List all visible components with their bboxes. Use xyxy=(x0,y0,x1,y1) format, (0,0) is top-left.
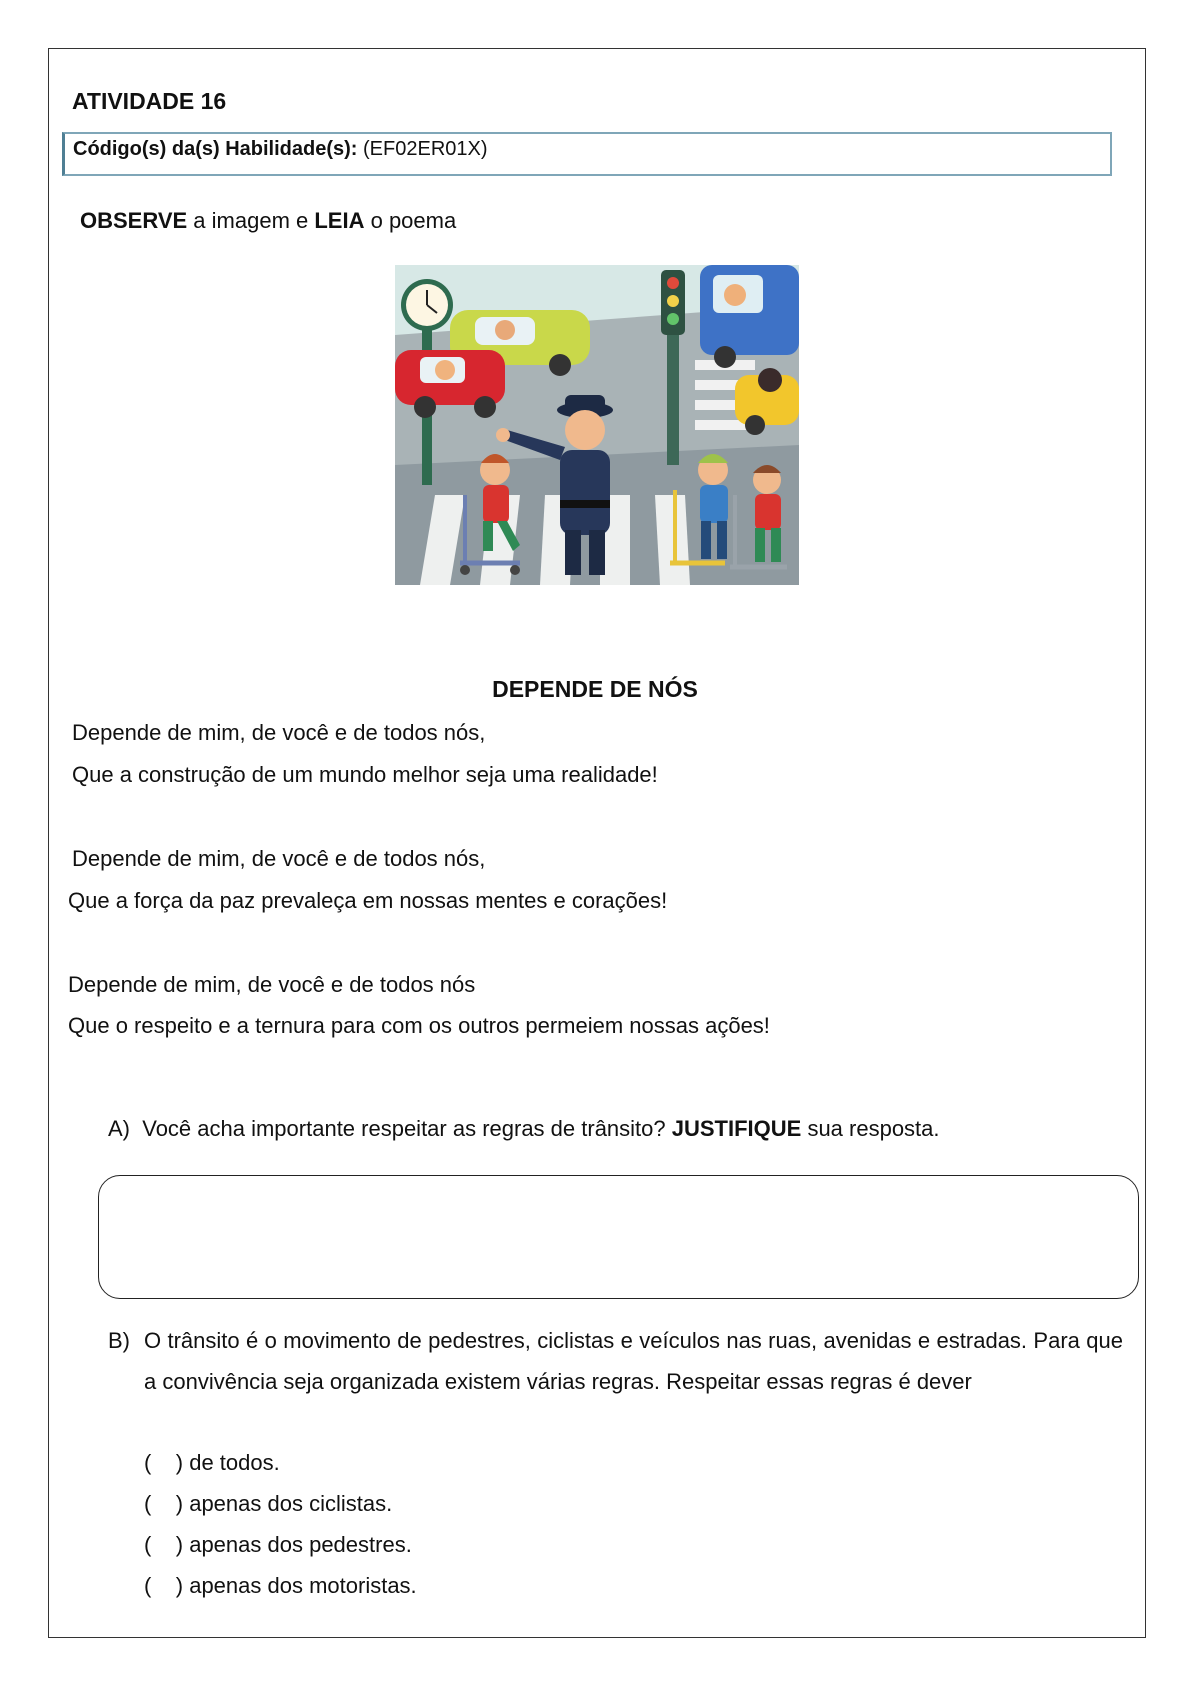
poem-line: Depende de mim, de você e de todos nós, xyxy=(72,846,486,871)
question-a xyxy=(108,1116,940,1142)
activity-title: ATIVIDADE 16 xyxy=(72,88,227,114)
option-pedestres[interactable]: ( ) apenas dos pedestres. xyxy=(144,1532,412,1557)
instruction-text-1: a imagem e xyxy=(187,208,315,233)
question-b-label: B) xyxy=(108,1328,130,1353)
question-a-text-end: sua resposta. xyxy=(801,1116,940,1141)
poem-line: Depende de mim, de você e de todos nós, xyxy=(72,720,486,745)
question-a-label: A) xyxy=(108,1116,130,1141)
poem-line: Que a construção de um mundo melhor seja uma realidade! xyxy=(72,762,658,787)
skill-code-value: (EF02ER01X) xyxy=(363,138,488,160)
poem-line: Depende de mim, de você e de todos nós xyxy=(68,972,476,997)
instruction-text-2: o poema xyxy=(364,208,457,233)
skill-code-label: Código(s) da(s) Habilidade(s): xyxy=(73,138,358,160)
skill-code-box xyxy=(62,132,1112,176)
instruction xyxy=(80,208,456,234)
poem-title: DEPENDE DE NÓS xyxy=(492,676,698,702)
poem-line: Que a força da paz prevaleça em nossas mentes e corações! xyxy=(68,888,668,913)
question-a-text: Você acha importante respeitar as regras de trânsito? xyxy=(142,1116,672,1141)
option-de-todos[interactable]: ( ) de todos. xyxy=(144,1450,280,1475)
question-b-text: O trânsito é o movimento de pedestres, ciclistas e veículos nas ruas, avenidas e estradas. Para que a convivência seja organizada existem várias regras. Respeitar essas regras é dever xyxy=(144,1328,1123,1394)
instruction-verb-leia: LEIA xyxy=(314,208,365,233)
traffic-scene-illustration xyxy=(395,265,799,585)
answer-box[interactable] xyxy=(98,1175,1139,1299)
option-ciclistas[interactable]: ( ) apenas dos ciclistas. xyxy=(144,1491,393,1516)
question-b xyxy=(108,1320,1123,1402)
instruction-verb-observe: OBSERVE xyxy=(80,208,188,233)
option-motoristas[interactable]: ( ) apenas dos motoristas. xyxy=(144,1573,417,1598)
question-a-emphasis: JUSTIFIQUE xyxy=(671,1116,802,1141)
poem-line: Que o respeito e a ternura para com os outros permeiem nossas ações! xyxy=(68,1013,770,1038)
